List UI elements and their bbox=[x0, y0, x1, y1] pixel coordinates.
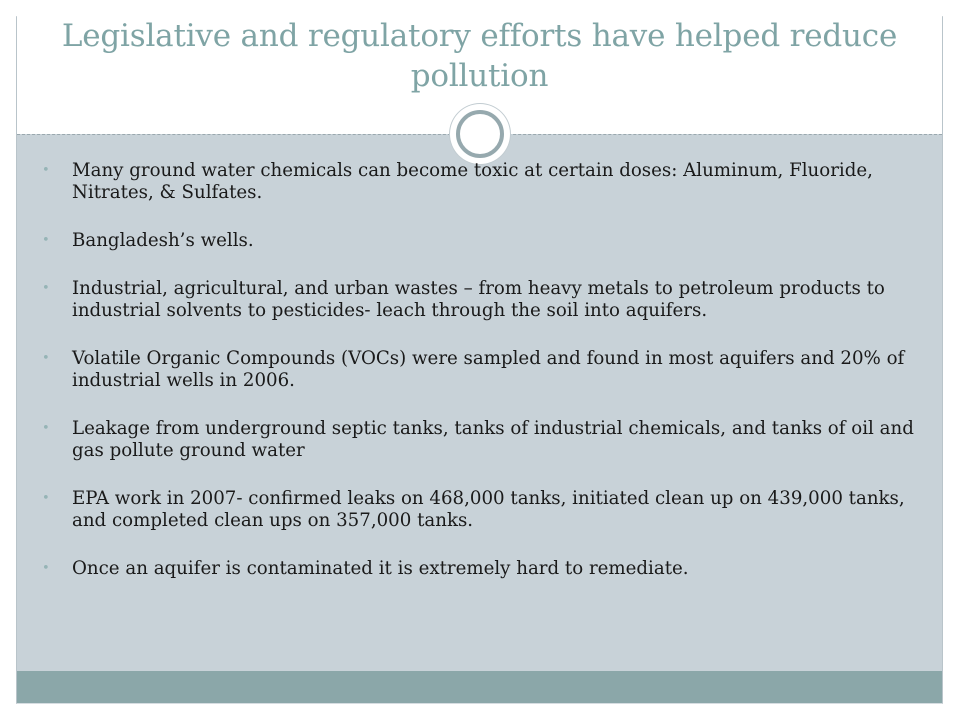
bullet-dot-icon: • bbox=[42, 351, 50, 366]
bullet-item bbox=[40, 348, 920, 392]
bullet-text: Bangladesh’s wells. bbox=[72, 230, 254, 251]
bullet-dot-icon: • bbox=[42, 561, 50, 576]
slide-title: Legislative and regulatory efforts have helped reduce pollution bbox=[61, 18, 898, 94]
bullet-text: Industrial, agricultural, and urban wastes – from heavy metals to petroleum products to industrial solvents to pesticides- leach through the soil into aquifers. bbox=[72, 278, 885, 321]
bullet-item bbox=[40, 160, 920, 204]
bullet-item bbox=[40, 230, 920, 252]
bullet-item bbox=[40, 278, 920, 322]
bullet-text: EPA work in 2007- confirmed leaks on 468,000 tanks, initiated clean up on 439,000 tanks, and completed clean ups on 357,000 tanks. bbox=[72, 488, 905, 531]
bullet-text: Once an aquifer is contaminated it is extremely hard to remediate. bbox=[72, 558, 689, 579]
bullet-item bbox=[40, 418, 920, 462]
bullet-dot-icon: • bbox=[42, 163, 50, 178]
bullet-item bbox=[40, 488, 920, 532]
bullet-dot-icon: • bbox=[42, 491, 50, 506]
circle-ornament-ring bbox=[456, 110, 504, 158]
circle-ornament-icon bbox=[450, 104, 510, 164]
bullet-dot-icon: • bbox=[42, 421, 50, 436]
bullet-dot-icon: • bbox=[42, 233, 50, 248]
bullet-text: Leakage from underground septic tanks, tanks of industrial chemicals, and tanks of oil and gas pollute ground water bbox=[72, 418, 914, 461]
bullet-text: Volatile Organic Compounds (VOCs) were sampled and found in most aquifers and 20% of industrial wells in 2006. bbox=[72, 348, 905, 391]
bullet-text: Many ground water chemicals can become toxic at certain doses: Aluminum, Fluoride, Nitrates, & Sulfates. bbox=[72, 160, 873, 203]
footer-bar bbox=[17, 671, 942, 703]
bullet-item bbox=[40, 558, 920, 580]
bullet-dot-icon: • bbox=[42, 281, 50, 296]
bullet-list bbox=[40, 160, 920, 606]
